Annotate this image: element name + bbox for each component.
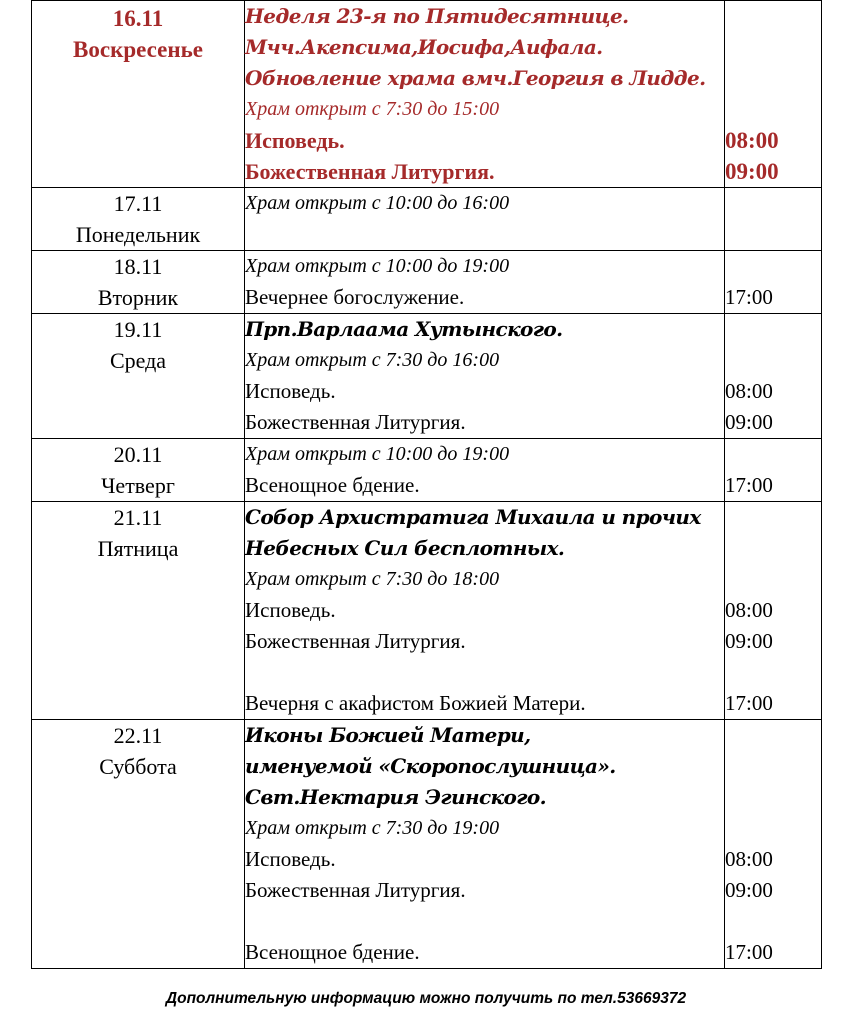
service-time: 17:00 <box>725 691 773 715</box>
day-cell <box>32 502 245 720</box>
service-time: 17:00 <box>725 285 773 309</box>
service-name: Божественная Литургия. <box>245 878 466 902</box>
day-cell <box>32 188 245 251</box>
service-time: 08:00 <box>725 598 773 622</box>
events-cell <box>245 1 725 188</box>
opening-hours: Храм открыт с 10:00 до 19:00 <box>245 255 510 277</box>
spacer <box>725 657 821 688</box>
date-label: 20.11 <box>113 442 163 467</box>
feast-title: Мчч.Акепсима,Иосифа,Аифала. <box>245 35 603 59</box>
service-time: 17:00 <box>725 940 773 964</box>
service-time: 08:00 <box>725 128 779 153</box>
events-cell <box>245 439 725 502</box>
service-time: 09:00 <box>725 410 773 434</box>
spacer <box>725 720 821 751</box>
day-cell <box>32 251 245 314</box>
weekday-label: Понедельник <box>75 222 201 247</box>
schedule-table <box>31 0 822 969</box>
service-name: Всенощное бдение. <box>245 473 420 497</box>
service-name: Вечернее богослужение. <box>245 285 465 309</box>
spacer <box>725 94 821 125</box>
spacer <box>725 251 821 282</box>
opening-hours: Храм открыт с 10:00 до 16:00 <box>245 192 510 214</box>
service-name: Всенощное бдение. <box>245 940 420 964</box>
time-cell <box>725 439 822 502</box>
weekday-label: Четверг <box>101 473 175 498</box>
spacer <box>725 502 821 533</box>
service-time: 09:00 <box>725 878 773 902</box>
day-cell <box>32 439 245 502</box>
date-label: 21.11 <box>113 505 163 530</box>
service-name: Исповедь. <box>245 128 345 153</box>
spacer <box>245 906 724 937</box>
feast-title: Собор Архистратига Михаила и прочих <box>245 505 701 529</box>
spacer <box>725 751 821 782</box>
service-name: Божественная Литургия. <box>245 159 495 184</box>
opening-hours: Храм открыт с 7:30 до 19:00 <box>245 817 500 839</box>
opening-hours: Храм открыт с 7:30 до 15:00 <box>245 98 500 120</box>
service-time: 08:00 <box>725 379 773 403</box>
schedule-row <box>32 188 822 251</box>
events-cell <box>245 188 725 251</box>
spacer <box>725 314 821 345</box>
time-cell <box>725 314 822 439</box>
spacer <box>725 188 821 219</box>
schedule-body <box>32 1 822 969</box>
time-cell <box>725 720 822 969</box>
time-cell <box>725 251 822 314</box>
date-label: 19.11 <box>113 317 163 342</box>
feast-title: Свт.Нектария Эгинского. <box>245 785 546 809</box>
opening-hours: Храм открыт с 7:30 до 18:00 <box>245 568 500 590</box>
service-name: Исповедь. <box>245 847 336 871</box>
service-time: 17:00 <box>725 473 773 497</box>
opening-hours: Храм открыт с 7:30 до 16:00 <box>245 349 500 371</box>
spacer <box>725 813 821 844</box>
time-cell <box>725 502 822 720</box>
contact-footer: Дополнительную информацию можно получить по тел.53669372 <box>165 990 687 1007</box>
schedule-row <box>32 720 822 969</box>
spacer <box>245 657 724 688</box>
day-cell <box>32 314 245 439</box>
events-cell <box>245 720 725 969</box>
day-cell <box>32 1 245 188</box>
feast-title: Обновление храма вмч.Георгия в Лидде. <box>245 66 706 90</box>
spacer <box>725 1 821 32</box>
time-cell <box>725 188 822 251</box>
service-time: 09:00 <box>725 629 773 653</box>
schedule-row <box>32 439 822 502</box>
service-name: Божественная Литургия. <box>245 410 466 434</box>
events-cell <box>245 251 725 314</box>
spacer <box>725 782 821 813</box>
spacer <box>725 32 821 63</box>
feast-title: именуемой «Скоропослушница». <box>245 754 616 778</box>
weekday-label: Вторник <box>97 285 179 310</box>
feast-title: Небесных Сил бесплотных. <box>245 536 565 560</box>
schedule-row <box>32 502 822 720</box>
opening-hours: Храм открыт с 10:00 до 19:00 <box>245 443 510 465</box>
weekday-label: Пятница <box>97 536 179 561</box>
service-name: Вечерня с акафистом Божией Матери. <box>245 691 586 715</box>
service-time: 08:00 <box>725 847 773 871</box>
events-cell <box>245 502 725 720</box>
schedule-row <box>32 1 822 188</box>
service-name: Исповедь. <box>245 598 336 622</box>
weekday-label: Среда <box>109 348 167 373</box>
date-label: 16.11 <box>112 6 164 31</box>
time-cell <box>725 1 822 188</box>
feast-title: Прп.Варлаама Хутынского. <box>245 317 563 341</box>
service-time: 09:00 <box>725 159 779 184</box>
spacer <box>725 533 821 564</box>
schedule-row <box>32 251 822 314</box>
spacer <box>725 439 821 470</box>
weekday-label: Суббота <box>99 754 177 779</box>
service-name: Божественная Литургия. <box>245 629 466 653</box>
service-name: Исповедь. <box>245 379 336 403</box>
spacer <box>725 906 821 937</box>
day-cell <box>32 720 245 969</box>
spacer <box>725 345 821 376</box>
feast-title: Иконы Божией Матери, <box>245 723 531 747</box>
date-label: 17.11 <box>113 191 163 216</box>
date-label: 18.11 <box>113 254 163 279</box>
date-label: 22.11 <box>113 723 163 748</box>
schedule-row <box>32 314 822 439</box>
spacer <box>725 564 821 595</box>
spacer <box>725 63 821 94</box>
events-cell <box>245 314 725 439</box>
feast-title: Неделя 23-я по Пятидесятнице. <box>245 4 629 28</box>
weekday-label: Воскресенье <box>73 37 203 62</box>
